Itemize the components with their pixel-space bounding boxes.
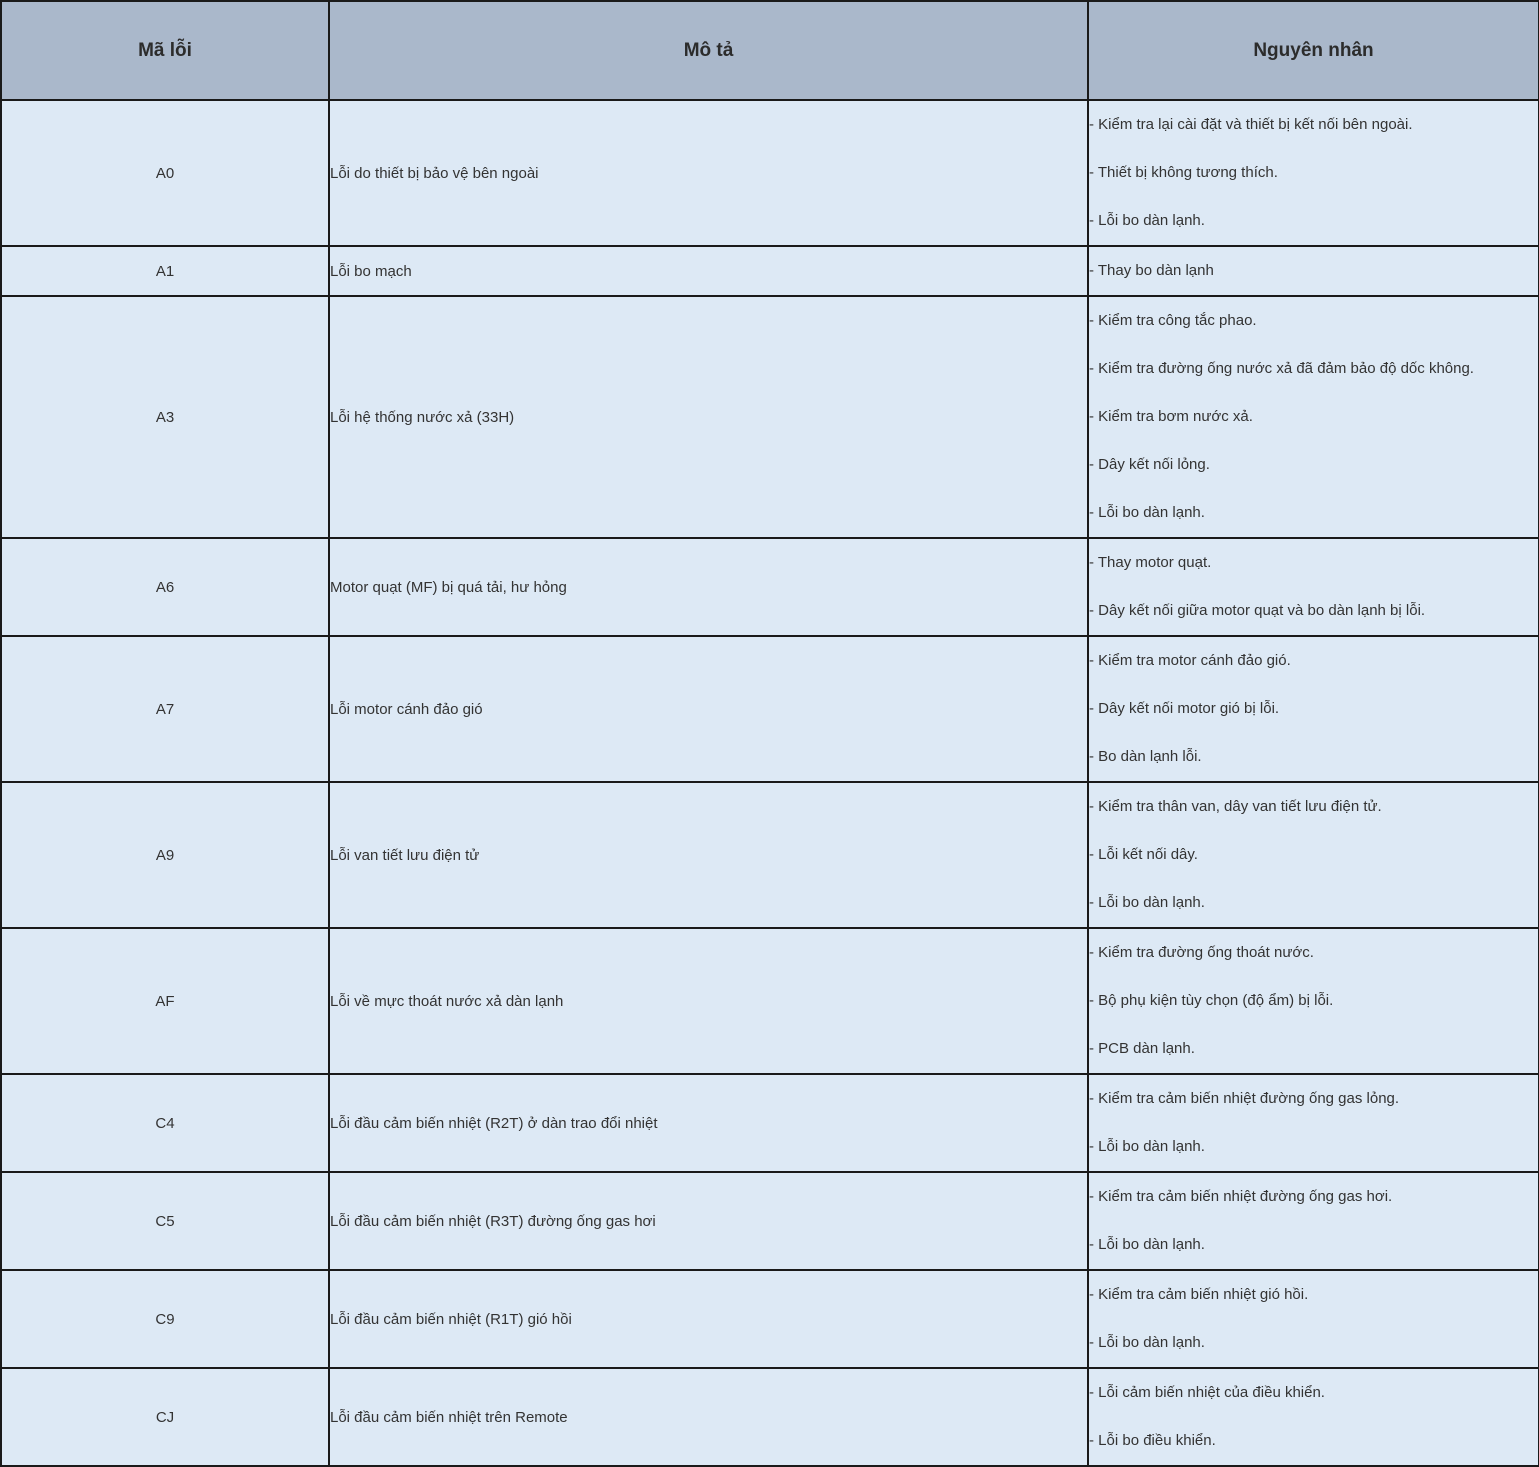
cause-item: - Dây kết nối lỏng. <box>1089 456 1210 473</box>
cause-item: - Lỗi kết nối dây. <box>1089 846 1198 863</box>
error-code-cell: A0 <box>1 100 329 246</box>
cause-item: - Kiểm tra bơm nước xả. <box>1089 408 1253 425</box>
cause-cell <box>1088 100 1539 246</box>
cause-item: - Lỗi bo dàn lạnh. <box>1089 504 1205 521</box>
table-row <box>1 1270 1539 1368</box>
cause-item: - Lỗi bo điều khiển. <box>1089 1432 1216 1449</box>
error-code-cell: AF <box>1 928 329 1074</box>
cause-item: - Kiểm tra đường ống nước xả đã đảm bảo độ dốc không. <box>1089 360 1474 377</box>
table-row <box>1 100 1539 246</box>
description-cell: Lỗi đầu cảm biến nhiệt trên Remote <box>329 1368 1088 1466</box>
cause-cell <box>1088 538 1539 636</box>
description-cell: Lỗi van tiết lưu điện tử <box>329 782 1088 928</box>
cause-cell <box>1088 1074 1539 1172</box>
cause-item: - Lỗi bo dàn lạnh. <box>1089 212 1205 229</box>
cause-item: - Kiểm tra công tắc phao. <box>1089 312 1257 329</box>
cause-cell <box>1088 1172 1539 1270</box>
error-code-cell: CJ <box>1 1368 329 1466</box>
error-code-cell: C9 <box>1 1270 329 1368</box>
error-code-cell: A1 <box>1 246 329 296</box>
cause-item: - Dây kết nối giữa motor quạt và bo dàn lạnh bị lỗi. <box>1089 602 1426 619</box>
cause-item: - Kiểm tra đường ống thoát nước. <box>1089 944 1314 961</box>
table-row <box>1 636 1539 782</box>
table-body <box>1 100 1539 1466</box>
description-cell: Lỗi hệ thống nước xả (33H) <box>329 296 1088 538</box>
table-row <box>1 1074 1539 1172</box>
cause-item: - Lỗi bo dàn lạnh. <box>1089 894 1205 911</box>
header-description: Mô tả <box>329 1 1088 100</box>
description-cell: Lỗi motor cánh đảo gió <box>329 636 1088 782</box>
header-row <box>1 1 1539 100</box>
description-cell: Lỗi về mực thoát nước xả dàn lạnh <box>329 928 1088 1074</box>
error-code-cell: C4 <box>1 1074 329 1172</box>
cause-item: - Bộ phụ kiện tùy chọn (độ ẩm) bị lỗi. <box>1089 992 1334 1009</box>
description-cell: Lỗi đầu cảm biến nhiệt (R1T) gió hồi <box>329 1270 1088 1368</box>
cause-item: - Lỗi bo dàn lạnh. <box>1089 1236 1205 1253</box>
description-cell: Lỗi do thiết bị bảo vệ bên ngoài <box>329 100 1088 246</box>
cause-item: - Thay bo dàn lạnh <box>1089 262 1214 279</box>
table-row <box>1 296 1539 538</box>
cause-item: - PCB dàn lạnh. <box>1089 1040 1195 1057</box>
header-code: Mã lỗi <box>1 1 329 100</box>
table-row <box>1 538 1539 636</box>
cause-item: - Kiểm tra cảm biến nhiệt gió hồi. <box>1089 1286 1309 1303</box>
cause-cell <box>1088 636 1539 782</box>
table-row <box>1 1172 1539 1270</box>
error-code-cell: A7 <box>1 636 329 782</box>
error-code-cell: A9 <box>1 782 329 928</box>
cause-cell <box>1088 296 1539 538</box>
description-cell: Lỗi đầu cảm biến nhiệt (R2T) ở dàn trao đổi nhiệt <box>329 1074 1088 1172</box>
cause-cell <box>1088 1368 1539 1466</box>
cause-item: - Dây kết nối motor gió bị lỗi. <box>1089 700 1280 717</box>
table-header <box>1 1 1539 100</box>
cause-item: - Kiểm tra cảm biến nhiệt đường ống gas hơi. <box>1089 1188 1393 1205</box>
cause-cell <box>1088 1270 1539 1368</box>
description-cell: Motor quạt (MF) bị quá tải, hư hỏng <box>329 538 1088 636</box>
table-row <box>1 1368 1539 1466</box>
cause-item: - Kiểm tra motor cánh đảo gió. <box>1089 652 1291 669</box>
description-cell: Lỗi bo mạch <box>329 246 1088 296</box>
table-row <box>1 928 1539 1074</box>
cause-cell <box>1088 246 1539 296</box>
header-cause: Nguyên nhân <box>1088 1 1539 100</box>
error-code-cell: C5 <box>1 1172 329 1270</box>
description-cell: Lỗi đầu cảm biến nhiệt (R3T) đường ống gas hơi <box>329 1172 1088 1270</box>
cause-cell <box>1088 782 1539 928</box>
cause-item: - Thay motor quạt. <box>1089 554 1212 571</box>
cause-item: - Lỗi bo dàn lạnh. <box>1089 1138 1205 1155</box>
cause-item: - Kiểm tra cảm biến nhiệt đường ống gas lỏng. <box>1089 1090 1400 1107</box>
error-code-cell: A3 <box>1 296 329 538</box>
cause-item: - Kiểm tra lại cài đặt và thiết bị kết nối bên ngoài. <box>1089 116 1413 133</box>
cause-item: - Bo dàn lạnh lỗi. <box>1089 748 1202 765</box>
cause-cell <box>1088 928 1539 1074</box>
cause-item: - Thiết bị không tương thích. <box>1089 164 1278 181</box>
table-row <box>1 246 1539 296</box>
cause-item: - Kiểm tra thân van, dây van tiết lưu điện tử. <box>1089 798 1382 815</box>
error-code-cell: A6 <box>1 538 329 636</box>
cause-item: - Lỗi bo dàn lạnh. <box>1089 1334 1205 1351</box>
table-row <box>1 782 1539 928</box>
cause-item: - Lỗi cảm biến nhiệt của điều khiển. <box>1089 1384 1325 1401</box>
